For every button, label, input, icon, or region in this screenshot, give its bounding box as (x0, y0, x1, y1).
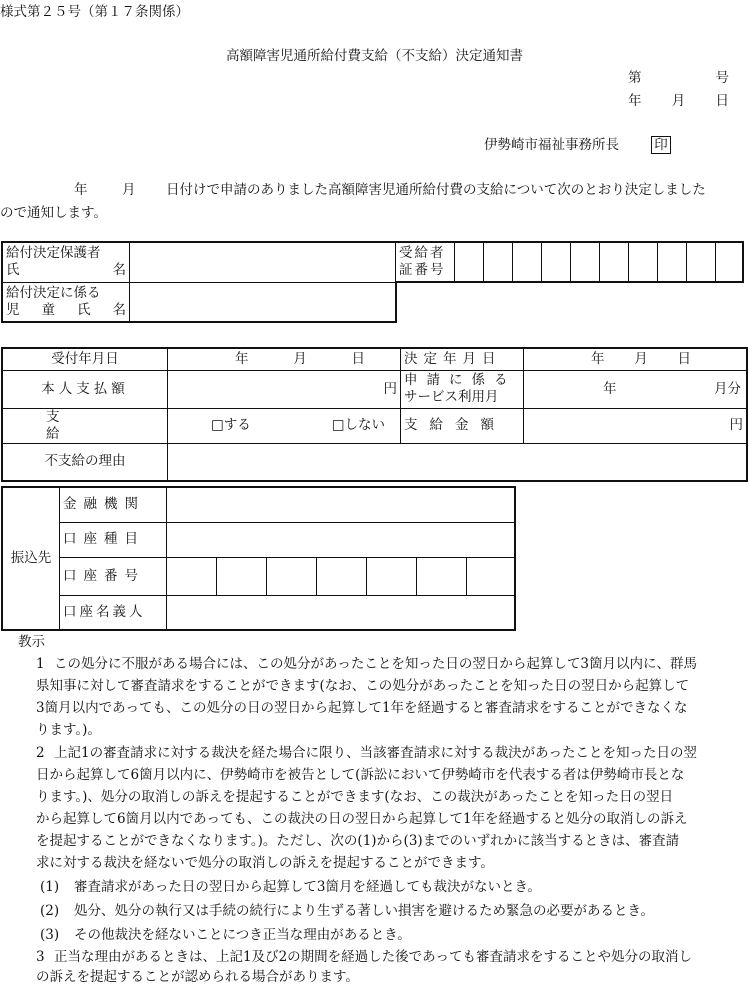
bank-label: 金融機関 (60, 487, 167, 522)
issuer (484, 133, 671, 154)
transfer-table (1, 486, 516, 631)
notice-item3-line: の訴えを提起することが認められる場合があります。 (36, 969, 359, 985)
guardian-name-field[interactable] (130, 242, 396, 282)
recipient-digit-box[interactable] (658, 242, 687, 282)
notice-sub2-text: 処分、処分の執行又は手続の続行により生ずる著しい損害を避けるため緊急の必要があるとき。 (74, 903, 654, 919)
decision-date-label-text: 決定年月日 (404, 350, 502, 367)
decision-day: 日 (677, 350, 691, 367)
notice-item3-number: 3 (36, 949, 45, 965)
notice-item2-line: 日から起算して6箇月以内に、伊勢崎市を被告として(訴訟において伊勢崎市を代表する者は伊勢崎市長とな (36, 767, 685, 783)
doc-number-suffix: 号 (715, 70, 729, 86)
label-char: 氏 (77, 301, 91, 318)
service-month-label-line1: 申請に係る (404, 372, 517, 388)
notice-item1-line: 3箇月以内であっても、この処分の日の翌日から起算して1年を経過すると審査請求をすることができなくな (36, 700, 688, 716)
account-digit-box[interactable] (217, 557, 267, 595)
notice-heading: 教示 (18, 634, 45, 650)
yen-unit: 円 (383, 380, 397, 397)
recipient-digit-box[interactable] (455, 242, 484, 282)
account-holder-label: 口座名義人 (60, 595, 167, 630)
child-label-line2 (6, 302, 126, 319)
date-month: 月 (671, 93, 686, 109)
issuer-name: 伊勢崎市福祉事務所長 (484, 137, 619, 153)
receipt-day: 日 (351, 350, 365, 367)
account-digit-box[interactable] (167, 557, 217, 595)
account-digit-box[interactable] (367, 557, 417, 595)
notice-sub1-number: (1) (40, 879, 60, 895)
decision-date-field[interactable] (524, 348, 748, 370)
intro-month: 月 (122, 182, 136, 198)
form-number: 様式第２５号（第１７条関係） (0, 4, 189, 20)
payment-amount-field[interactable] (524, 408, 748, 443)
guardian-label-line1: 給付決定保護者 (6, 245, 101, 262)
recipient-table (1, 241, 744, 323)
notice-item3-line: 正当な理由があるときは、上記1及び2の期間を経過した後であっても審査請求をすることや処分の取消し (54, 949, 693, 965)
intro-text-line2: ので通知します。 (0, 205, 107, 221)
recipient-label-line2: 証番号 (399, 262, 446, 278)
payment-label (2, 408, 168, 443)
payment-options (168, 408, 401, 443)
notice-sub3-text: その他裁決を経ないことにつき正当な理由があるとき。 (74, 927, 411, 943)
yen-unit: 円 (729, 417, 743, 433)
document-date (628, 89, 729, 109)
date-day: 日 (715, 93, 729, 109)
notice-item2-line: ります。)、処分の取消しの訴えを提起することができます(なお、この裁決があったことを知った日の翌日 (36, 789, 674, 805)
service-month-field[interactable] (524, 370, 748, 408)
notice-sub3-number: (3) (40, 927, 60, 943)
account-digit-box[interactable] (417, 557, 467, 595)
guardian-name-label (2, 242, 130, 282)
guardian-label-line2 (6, 262, 126, 279)
reason-field[interactable] (168, 443, 748, 481)
payment-amount-label (401, 408, 524, 443)
account-type-label: 口座種目 (60, 522, 167, 557)
label-char: 名 (112, 301, 126, 318)
service-month-label-line2: サービス利用月 (404, 389, 499, 405)
recipient-digit-box[interactable] (687, 242, 716, 282)
service-month-label (401, 370, 524, 408)
date-year: 年 (628, 93, 642, 109)
document-title: 高額障害児通所給付費支給（不支給）決定通知書 (226, 48, 523, 64)
document-number (628, 66, 729, 86)
recipient-number-label (396, 242, 455, 282)
receipt-year: 年 (235, 350, 249, 367)
empty-area (396, 282, 744, 322)
decision-year: 年 (591, 350, 605, 367)
recipient-digit-box[interactable] (484, 242, 513, 282)
notice-sub2-number: (2) (40, 903, 60, 919)
notice-item2-line: 求に対する裁決を経ないで処分の取消しの訴えを提起することができます。 (36, 855, 494, 871)
seal-mark: 印 (651, 136, 671, 154)
receipt-month: 月 (293, 350, 307, 367)
notice-item2-line: から起算して6箇月以内であっても、この裁決の日の翌日から起算して1年を経過すると処分の取消しの訴え (36, 811, 688, 827)
notice-item2-number: 2 (36, 745, 45, 761)
account-number-label: 口座番号 (60, 557, 167, 595)
label-char: 童 (41, 301, 55, 318)
notice-item1-line: ります。)。 (36, 722, 101, 738)
account-digit-box[interactable] (317, 557, 367, 595)
recipient-digit-box[interactable] (600, 242, 629, 282)
payment-label-text: 支給 (46, 408, 118, 442)
recipient-label-line1: 受給者 (399, 245, 446, 261)
notice-item1-number: 1 (36, 656, 45, 672)
transfer-label: 振込先 (2, 487, 60, 630)
label-char: 名 (112, 262, 126, 279)
intro-text-line1: 日付けで申請のありました高額障害児通所給付費の支給について次のとおり決定しました (166, 182, 706, 198)
notice-item2-line: を提起することができなくなります。)。ただし、次の(1)から(3)までのいずれかに該当するときは、審査請 (36, 833, 680, 849)
recipient-digit-box[interactable] (571, 242, 600, 282)
service-year: 年 (603, 380, 617, 397)
receipt-date-label: 受付年月日 (2, 348, 168, 370)
doc-number-prefix: 第 (628, 70, 642, 86)
payment-no-checkbox[interactable]: □しない (331, 417, 385, 433)
account-digit-box[interactable] (467, 557, 516, 595)
recipient-digit-box[interactable] (629, 242, 658, 282)
recipient-digit-box[interactable] (716, 242, 744, 282)
self-pay-field[interactable] (168, 370, 401, 408)
child-name-field[interactable] (130, 282, 396, 322)
recipient-digit-box[interactable] (513, 242, 542, 282)
receipt-date-field[interactable] (168, 348, 401, 370)
recipient-digit-box[interactable] (542, 242, 571, 282)
account-type-field[interactable] (167, 522, 516, 557)
label-char: 児 (6, 301, 20, 318)
account-holder-field[interactable] (167, 595, 516, 630)
label-char: 氏 (6, 262, 20, 279)
child-label-line1: 給付決定に係る (6, 284, 101, 301)
service-month: 月分 (714, 380, 741, 397)
notice-item2-line: 上記1の審査請求に対する裁決を経た場合に限り、当該審査請求に対する裁決があったことを知った日の翌 (54, 745, 697, 761)
child-name-label (2, 282, 130, 322)
decision-table (1, 347, 748, 482)
account-digit-box[interactable] (267, 557, 317, 595)
payment-yes-checkbox[interactable]: □する (211, 417, 251, 433)
payment-amount-label-text: 支給金額 (404, 417, 506, 433)
self-pay-label: 本人支払額 (2, 370, 168, 408)
notice-item1-line: この処分に不服がある場合には、この処分があったことを知った日の翌日から起算して3箇月以内に、群馬 (54, 656, 697, 672)
decision-month: 月 (634, 350, 648, 367)
reason-label: 不支給の理由 (2, 443, 168, 481)
notice-item1-line: 県知事に対して審査請求をすることができます(なお、この処分があったことを知った日の翌日から起算して (36, 678, 690, 694)
decision-date-label (401, 348, 524, 370)
notice-sub1-text: 審査請求があった日の翌日から起算して3箇月を経過しても裁決がないとき。 (74, 879, 541, 895)
intro-year: 年 (74, 182, 88, 198)
bank-field[interactable] (167, 487, 516, 522)
